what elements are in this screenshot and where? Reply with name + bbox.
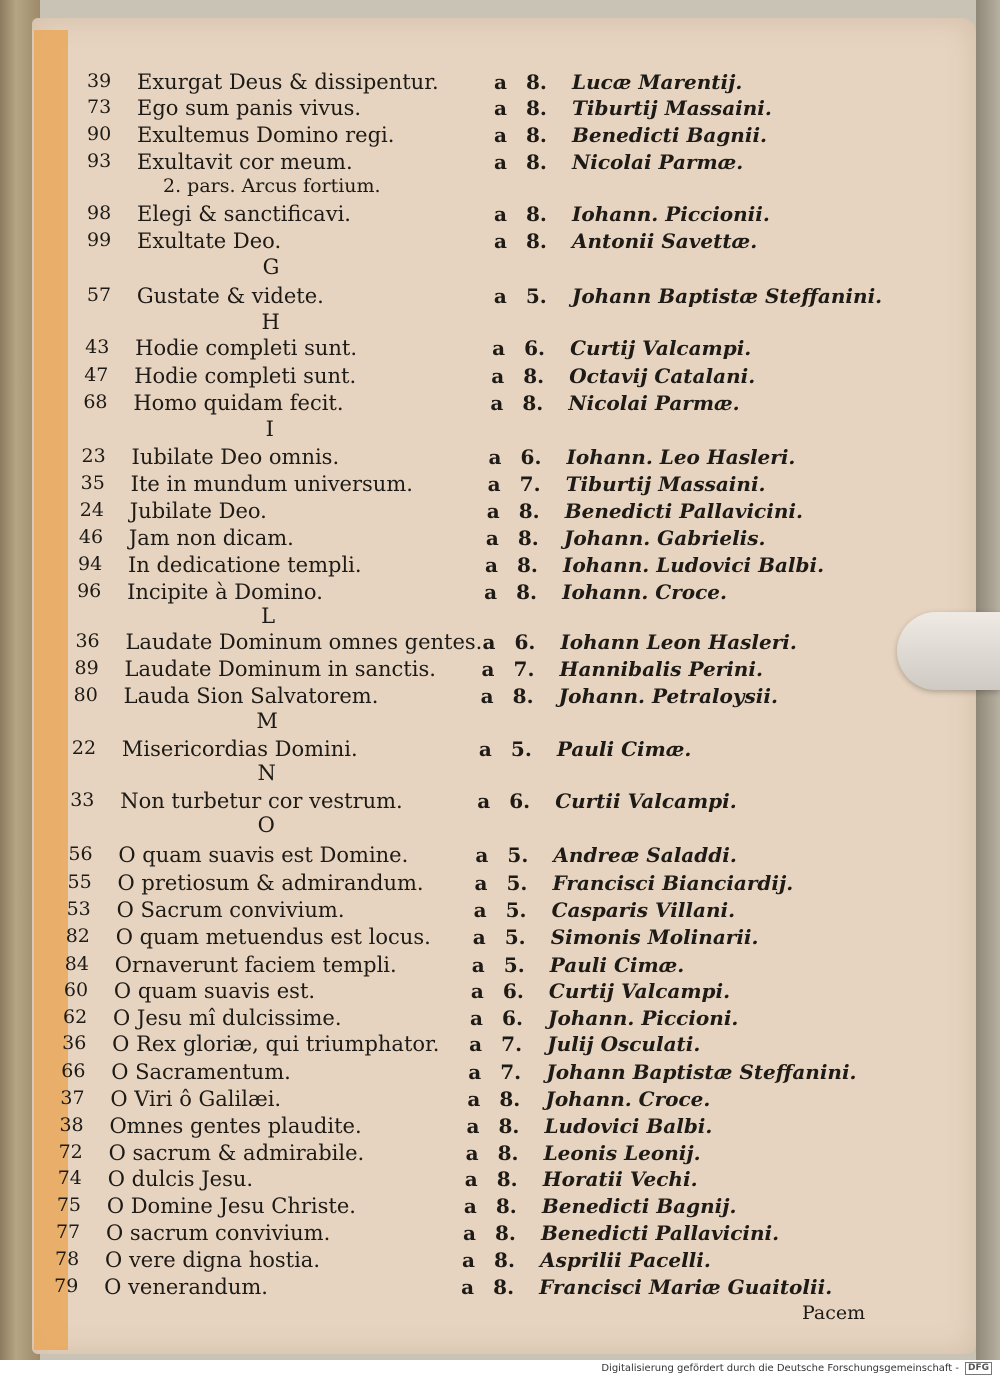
motet-title: Exultate Deo. bbox=[137, 229, 282, 253]
voice-count: 8. bbox=[526, 202, 547, 226]
entry-number: 55 bbox=[67, 871, 92, 893]
voice-count: 8. bbox=[498, 1114, 520, 1138]
voices-prefix: a bbox=[477, 789, 491, 813]
composer-name: Julij Osculati. bbox=[547, 1032, 701, 1056]
entry-number: 98 bbox=[87, 202, 112, 224]
index-entry bbox=[0, 96, 1000, 124]
index-entry bbox=[0, 336, 1000, 364]
composer-name: Hannibalis Perini. bbox=[559, 657, 763, 681]
sub-part-row bbox=[0, 175, 1000, 203]
motet-title: O quam suavis est Domine. bbox=[118, 843, 409, 867]
index-entry bbox=[0, 123, 1000, 151]
voice-count: 8. bbox=[516, 553, 538, 577]
voice-count: 8. bbox=[516, 580, 537, 604]
voice-count: 6. bbox=[520, 445, 542, 469]
motet-title: Ego sum panis vivus. bbox=[137, 96, 362, 120]
motet-title: O sacrum convivium. bbox=[105, 1221, 331, 1245]
entry-number: 57 bbox=[86, 284, 112, 306]
composer-name: Johann. Croce. bbox=[545, 1087, 711, 1111]
voices-prefix: a bbox=[474, 871, 488, 895]
composer-name: Benedicti Bagnij. bbox=[541, 1194, 737, 1218]
index-entry bbox=[0, 898, 1000, 926]
index-entry bbox=[0, 979, 1000, 1007]
voice-count: 7. bbox=[519, 472, 541, 496]
voice-count: 5. bbox=[510, 737, 532, 761]
entry-number: 89 bbox=[74, 657, 99, 679]
entry-number: 82 bbox=[65, 925, 90, 947]
motet-title: O Viri ô Galilæi. bbox=[110, 1087, 282, 1111]
composer-name: Iohann Leon Hasleri. bbox=[560, 630, 797, 654]
composer-name: Ludovici Balbi. bbox=[544, 1114, 713, 1138]
voices-prefix: a bbox=[484, 553, 498, 577]
voices-prefix: a bbox=[484, 580, 498, 604]
motet-title: Ite in mundum universum. bbox=[130, 472, 413, 496]
index-entry bbox=[0, 1167, 1000, 1195]
index-entry bbox=[0, 843, 1000, 871]
entry-number: 79 bbox=[54, 1275, 79, 1297]
voice-count: 6. bbox=[502, 979, 524, 1003]
voice-count: 6. bbox=[502, 1006, 523, 1030]
voice-count: 8. bbox=[496, 1167, 518, 1191]
voice-count: 8. bbox=[494, 1248, 515, 1272]
composer-name: Francisci Bianciardij. bbox=[552, 871, 794, 895]
motet-title: Incipite à Domino. bbox=[127, 580, 323, 604]
motet-title: Ornaverunt faciem templi. bbox=[114, 953, 397, 977]
entry-number: 39 bbox=[87, 70, 112, 92]
composer-name: Johann. Piccioni. bbox=[548, 1006, 739, 1030]
index-entry bbox=[0, 150, 1000, 178]
voice-count: 8. bbox=[518, 499, 540, 523]
voices-prefix: a bbox=[493, 284, 507, 308]
section-letter-row bbox=[0, 604, 1000, 632]
composer-name: Andreæ Saladdi. bbox=[553, 843, 737, 867]
entry-number: 56 bbox=[68, 843, 93, 865]
voices-prefix: a bbox=[487, 472, 501, 496]
motet-title: In dedicatione templi. bbox=[127, 553, 362, 577]
index-entry bbox=[0, 284, 1000, 312]
index-entry bbox=[0, 526, 1000, 554]
voices-prefix: a bbox=[492, 336, 506, 360]
motet-title: Hodie completi sunt. bbox=[135, 336, 358, 360]
catchword: Pacem bbox=[802, 1302, 866, 1324]
entry-number: 66 bbox=[61, 1060, 86, 1082]
entry-number: 24 bbox=[79, 499, 104, 521]
composer-name: Leonis Leonij. bbox=[543, 1141, 701, 1165]
index-entry bbox=[0, 553, 1000, 581]
entry-number: 62 bbox=[63, 1006, 88, 1028]
voices-prefix: a bbox=[463, 1194, 477, 1218]
entry-number: 23 bbox=[81, 445, 106, 467]
section-letter: G bbox=[262, 255, 280, 279]
voices-prefix: a bbox=[466, 1114, 480, 1138]
voice-count: 8. bbox=[526, 96, 547, 120]
entry-number: 33 bbox=[70, 789, 95, 811]
motet-title: Hodie completi sunt. bbox=[134, 364, 357, 388]
entry-number: 96 bbox=[77, 580, 102, 602]
composer-name: Iohann. Leo Hasleri. bbox=[566, 445, 796, 469]
entry-number: 74 bbox=[57, 1167, 82, 1189]
composer-name: Horatii Vechi. bbox=[542, 1167, 698, 1191]
voice-count: 8. bbox=[497, 1141, 519, 1165]
voices-prefix: a bbox=[462, 1221, 476, 1245]
motet-title: Laudate Dominum in sanctis. bbox=[124, 657, 436, 681]
voices-prefix: a bbox=[468, 1060, 482, 1084]
section-letter: N bbox=[257, 761, 276, 785]
composer-name: Johann. Petraloysii. bbox=[558, 684, 778, 708]
motet-title: O Domine Jesu Christe. bbox=[106, 1194, 356, 1218]
motet-title: O dulcis Jesu. bbox=[107, 1167, 254, 1191]
section-letter-row bbox=[0, 813, 1000, 841]
entry-number: 90 bbox=[87, 123, 112, 145]
section-letter: H bbox=[261, 310, 280, 334]
voices-prefix: a bbox=[472, 925, 486, 949]
voices-prefix: a bbox=[481, 657, 495, 681]
index-entry bbox=[0, 1194, 1000, 1222]
motet-title: Homo quidam fecit. bbox=[133, 391, 344, 415]
composer-name: Pauli Cimæ. bbox=[556, 737, 692, 761]
voice-count: 6. bbox=[514, 630, 536, 654]
voices-prefix: a bbox=[461, 1275, 475, 1299]
composer-name: Simonis Molinarii. bbox=[550, 925, 759, 949]
composer-name: Casparis Villani. bbox=[551, 898, 736, 922]
voices-prefix: a bbox=[464, 1167, 478, 1191]
section-letter: O bbox=[257, 813, 275, 837]
index-entry bbox=[0, 202, 1000, 230]
index-entry bbox=[0, 1032, 1000, 1060]
voices-prefix: a bbox=[478, 737, 492, 761]
entry-number: 60 bbox=[63, 979, 89, 1001]
voice-count: 8. bbox=[494, 1221, 516, 1245]
voices-prefix: a bbox=[486, 499, 500, 523]
voice-count: 5. bbox=[503, 953, 525, 977]
composer-name: Tiburtij Massaini. bbox=[572, 96, 772, 120]
motet-title: Lauda Sion Salvatorem. bbox=[123, 684, 379, 708]
voice-count: 8. bbox=[495, 1194, 517, 1218]
voice-count: 8. bbox=[526, 123, 547, 147]
motet-title: O sacrum & admirabile. bbox=[108, 1141, 365, 1165]
motet-title: O Jesu mî dulcissime. bbox=[113, 1006, 342, 1030]
voice-count: 5. bbox=[525, 284, 547, 308]
composer-name: Curtij Valcampi. bbox=[570, 336, 752, 360]
voices-prefix: a bbox=[467, 1087, 481, 1111]
composer-name: Johann Baptistæ Steffanini. bbox=[546, 1060, 857, 1084]
sub-part-title: 2. pars. Arcus fortium. bbox=[163, 175, 381, 197]
motet-title: O venerandum. bbox=[104, 1275, 268, 1299]
motet-title: Exultemus Domino regi. bbox=[137, 123, 395, 147]
voice-count: 8. bbox=[517, 526, 539, 550]
composer-name: Iohann. Ludovici Balbi. bbox=[562, 553, 825, 577]
composer-name: Lucæ Marentij. bbox=[572, 70, 743, 94]
section-letter-row bbox=[0, 761, 1000, 789]
voices-prefix: a bbox=[485, 526, 499, 550]
section-letter-row bbox=[0, 310, 1000, 338]
index-entry bbox=[0, 657, 1000, 685]
entry-number: 84 bbox=[64, 953, 89, 975]
composer-name: Pauli Cimæ. bbox=[549, 953, 685, 977]
composer-name: Asprilii Pacelli. bbox=[540, 1248, 711, 1272]
entry-number: 99 bbox=[87, 229, 112, 251]
composer-name: Nicolai Parmæ. bbox=[568, 391, 740, 415]
entry-number: 36 bbox=[75, 630, 100, 652]
composer-name: Johann Baptistæ Steffanini. bbox=[571, 284, 883, 308]
voices-prefix: a bbox=[494, 229, 507, 253]
composer-name: Tiburtij Massaini. bbox=[565, 472, 766, 496]
voices-prefix: a bbox=[473, 898, 487, 922]
entry-number: 38 bbox=[59, 1114, 84, 1136]
voice-count: 8. bbox=[523, 364, 545, 388]
composer-name: Johann. Gabrielis. bbox=[563, 526, 766, 550]
composer-name: Iohann. Croce. bbox=[562, 580, 727, 604]
composer-name: Curtij Valcampi. bbox=[548, 979, 731, 1003]
voices-prefix: a bbox=[491, 364, 505, 388]
section-letter-row bbox=[0, 255, 1000, 283]
motet-title: Jubilate Deo. bbox=[129, 499, 267, 523]
voice-count: 8. bbox=[526, 70, 547, 94]
voice-count: 8. bbox=[512, 684, 534, 708]
entry-number: 72 bbox=[58, 1141, 83, 1163]
index-entry bbox=[0, 499, 1000, 527]
motet-title: Exurgat Deus & dissipentur. bbox=[137, 70, 439, 94]
voice-count: 6. bbox=[524, 336, 546, 360]
motet-title: Elegi & sanctificavi. bbox=[137, 202, 351, 226]
voices-prefix: a bbox=[469, 1032, 483, 1056]
index-entry bbox=[0, 630, 1000, 658]
voices-prefix: a bbox=[482, 630, 496, 654]
voices-prefix: a bbox=[465, 1141, 479, 1165]
section-letter: M bbox=[256, 709, 278, 733]
index-entry bbox=[0, 1141, 1000, 1169]
motet-title: Exultavit cor meum. bbox=[137, 150, 353, 174]
entry-number: 22 bbox=[71, 737, 97, 759]
composer-name: Benedicti Pallavicini. bbox=[540, 1221, 780, 1245]
voice-count: 8. bbox=[526, 229, 547, 253]
footer-credit: Digitalisierung gefördert durch die Deutsche Forschungsgemeinschaft - bbox=[601, 1363, 959, 1374]
voices-prefix: a bbox=[462, 1248, 476, 1272]
voices-prefix: a bbox=[470, 1006, 483, 1030]
motet-title: O pretiosum & admirandum. bbox=[117, 871, 424, 895]
entry-number: 77 bbox=[55, 1221, 81, 1243]
voices-prefix: a bbox=[471, 953, 485, 977]
entry-number: 80 bbox=[73, 684, 98, 706]
voice-count: 5. bbox=[506, 871, 528, 895]
motet-title: O Rex gloriæ, qui triumphator. bbox=[112, 1032, 440, 1056]
voice-count: 5. bbox=[504, 925, 526, 949]
entry-number: 37 bbox=[60, 1087, 85, 1109]
voices-prefix: a bbox=[494, 96, 507, 120]
index-entry bbox=[0, 1248, 1000, 1276]
entry-number: 94 bbox=[77, 553, 103, 575]
index-entry bbox=[0, 1221, 1000, 1249]
voice-count: 5. bbox=[505, 898, 527, 922]
index-entry bbox=[0, 70, 1000, 98]
section-letter: I bbox=[265, 417, 274, 441]
entry-number: 93 bbox=[87, 150, 112, 172]
voice-count: 7. bbox=[501, 1032, 523, 1056]
motet-title: O quam metuendus est locus. bbox=[115, 925, 431, 949]
motet-title: O Sacrum convivium. bbox=[116, 898, 345, 922]
index-entry bbox=[0, 684, 1000, 712]
composer-name: Octavij Catalani. bbox=[569, 364, 756, 388]
composer-name: Nicolai Parmæ. bbox=[572, 150, 744, 174]
index-entry bbox=[0, 925, 1000, 953]
voices-prefix: a bbox=[488, 445, 502, 469]
motet-title: Gustate & videte. bbox=[136, 284, 324, 308]
motet-title: Non turbetur cor vestrum. bbox=[120, 789, 403, 813]
voices-prefix: a bbox=[494, 70, 507, 94]
dfg-logo: DFG bbox=[965, 1362, 992, 1375]
motet-title: Jam non dicam. bbox=[128, 526, 294, 550]
motet-title: Misericordias Domini. bbox=[121, 737, 358, 761]
voice-count: 8. bbox=[522, 391, 544, 415]
voice-count: 5. bbox=[507, 843, 529, 867]
entry-number: 35 bbox=[80, 472, 105, 494]
index-entry bbox=[0, 1060, 1000, 1088]
composer-name: Benedicti Bagnii. bbox=[572, 123, 767, 147]
section-letter: L bbox=[261, 604, 276, 628]
entry-number: 43 bbox=[85, 336, 110, 358]
index-entry bbox=[0, 229, 1000, 257]
voice-count: 8. bbox=[493, 1275, 515, 1299]
entry-number: 47 bbox=[84, 364, 109, 386]
entry-number: 36 bbox=[62, 1032, 87, 1054]
composer-name: Benedicti Pallavicini. bbox=[564, 499, 803, 523]
index-entry bbox=[0, 1275, 1000, 1303]
voices-prefix: a bbox=[470, 979, 484, 1003]
motet-title: O Sacramentum. bbox=[111, 1060, 291, 1084]
voices-prefix: a bbox=[480, 684, 494, 708]
index-entry bbox=[0, 472, 1000, 500]
composer-name: Curtii Valcampi. bbox=[555, 789, 737, 813]
index-entry bbox=[0, 391, 1000, 419]
motet-title: O quam suavis est. bbox=[113, 979, 316, 1003]
voice-count: 7. bbox=[513, 657, 535, 681]
index-entry bbox=[0, 445, 1000, 473]
index-entry bbox=[0, 1087, 1000, 1115]
entry-number: 68 bbox=[83, 391, 108, 413]
voice-count: 8. bbox=[499, 1087, 521, 1111]
voice-count: 6. bbox=[509, 789, 531, 813]
composer-name: Antonii Savettæ. bbox=[572, 229, 758, 253]
composer-name: Iohann. Piccionii. bbox=[572, 202, 770, 226]
voices-prefix: a bbox=[494, 123, 507, 147]
voices-prefix: a bbox=[490, 391, 504, 415]
footer-bar bbox=[0, 1360, 1000, 1377]
motet-title: Omnes gentes plaudite. bbox=[109, 1114, 362, 1138]
index-entry bbox=[0, 364, 1000, 392]
entry-number: 53 bbox=[66, 898, 91, 920]
index-entry bbox=[0, 871, 1000, 899]
motet-title: Iubilate Deo omnis. bbox=[131, 445, 340, 469]
section-letter-row bbox=[0, 709, 1000, 737]
voice-count: 8. bbox=[526, 150, 547, 174]
entry-number: 46 bbox=[78, 526, 104, 548]
index-entry bbox=[0, 1114, 1000, 1142]
section-letter-row bbox=[0, 417, 1000, 445]
voice-count: 7. bbox=[500, 1060, 522, 1084]
voices-prefix: a bbox=[494, 150, 507, 174]
voices-prefix: a bbox=[475, 843, 489, 867]
composer-name: Francisci Mariæ Guaitolii. bbox=[539, 1275, 833, 1299]
index-entry bbox=[0, 953, 1000, 981]
entry-number: 73 bbox=[87, 96, 112, 118]
motet-title: Laudate Dominum omnes gentes. bbox=[125, 630, 483, 654]
index-entry bbox=[0, 1006, 1000, 1034]
entry-number: 75 bbox=[56, 1194, 82, 1216]
motet-title: O vere digna hostia. bbox=[105, 1248, 320, 1272]
voices-prefix: a bbox=[494, 202, 507, 226]
entry-number: 78 bbox=[55, 1248, 80, 1270]
